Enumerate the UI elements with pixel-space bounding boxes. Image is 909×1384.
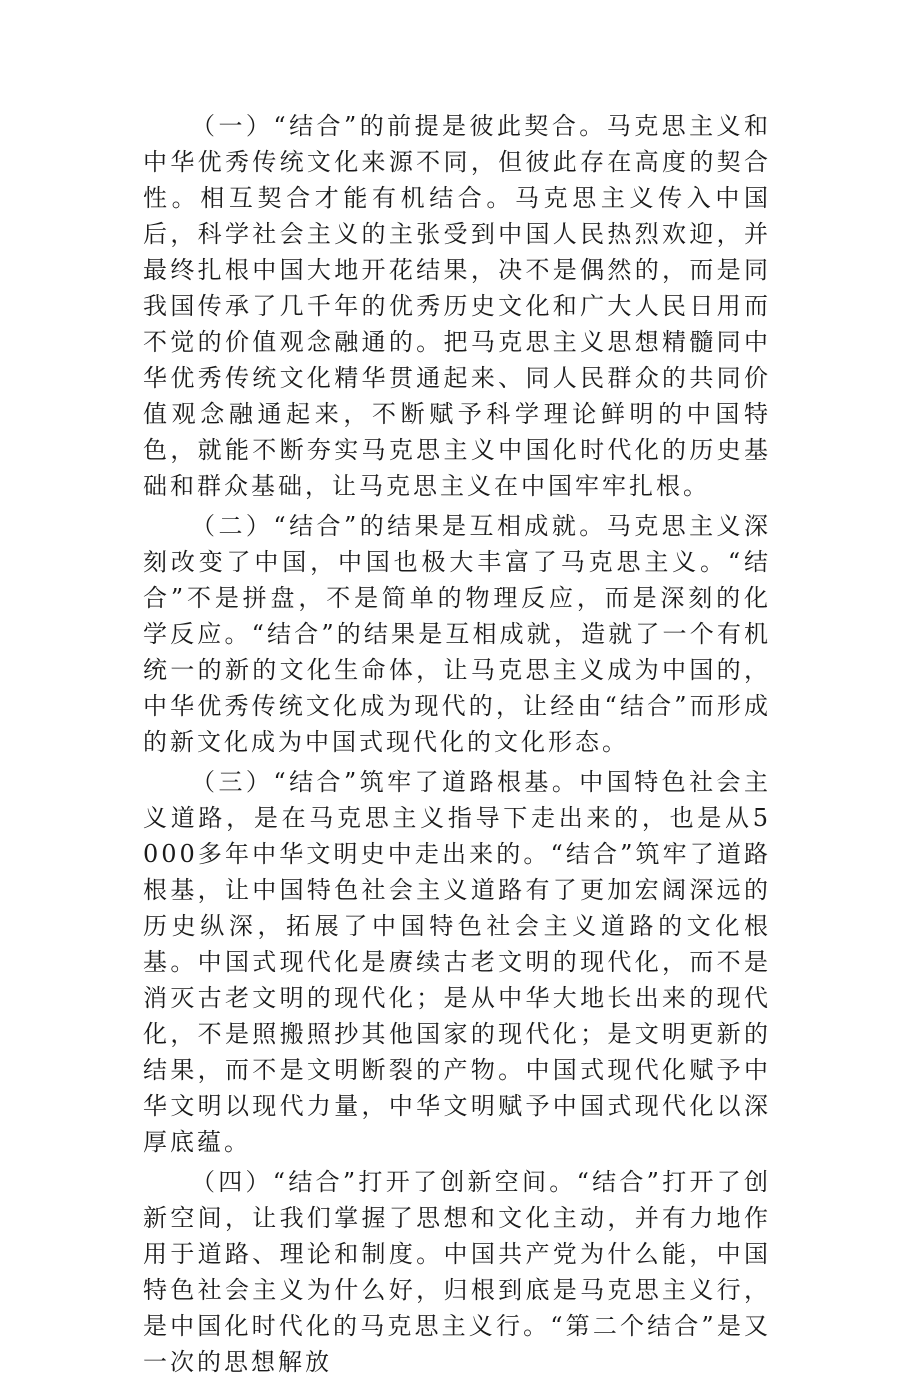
paragraph-3: （三）“结合”筑牢了道路根基。中国特色社会主义道路，是在马克思主义指导下走出来的，也是从5000多年中华文明史中走出来的。“结合”筑牢了道路根基，让中国特色社会主义道路有了更加宏阔深远的历史纵深，拓展了中国特色社会主义道路的文化根基。中国式现代化是赓续古老文明的现代化，而不是消灭古老文明的现代化；是从中华大地长出来的现代化，不是照搬照抄其他国家的现代化；是文明更新的结果，而不是文明断裂的产物。中国式现代化赋予中华文明以现代力量，中华文明赋予中国式现代化以深厚底蕴。 [143,768,771,1156]
paragraph-2: （二）“结合”的结果是互相成就。马克思主义深刻改变了中国，中国也极大丰富了马克思主义。“结合”不是拼盘，不是简单的物理反应，而是深刻的化学反应。“结合”的结果是互相成就，造就了一个有机统一的新的文化生命体，让马克思主义成为中国的，中华优秀传统文化成为现代的，让经由“结合”而形成的新文化成为中国式现代化的文化形态。 [143,512,771,756]
paragraph-1: （一）“结合”的前提是彼此契合。马克思主义和中华优秀传统文化来源不同，但彼此存在高度的契合性。相互契合才能有机结合。马克思主义传入中国后，科学社会主义的主张受到中国人民热烈欢迎，并最终扎根中国大地开花结果，决不是偶然的，而是同我国传承了几千年的优秀历史文化和广大人民日用而不觉的价值观念融通的。把马克思主义思想精髓同中华优秀传统文化精华贯通起来、同人民群众的共同价值观念融通起来，不断赋予科学理论鲜明的中国特色，就能不断夯实马克思主义中国化时代化的历史基础和群众基础，让马克思主义在中国牢牢扎根。 [143,112,771,500]
document-body [143,108,771,1384]
paragraph-4: （四）“结合”打开了创新空间。“结合”打开了创新空间，让我们掌握了思想和文化主动，并有力地作用于道路、理论和制度。中国共产党为什么能，中国特色社会主义为什么好，归根到底是马克思主义行，是中国化时代化的马克思主义行。“第二个结合”是又一次的思想解放 [143,1168,771,1376]
